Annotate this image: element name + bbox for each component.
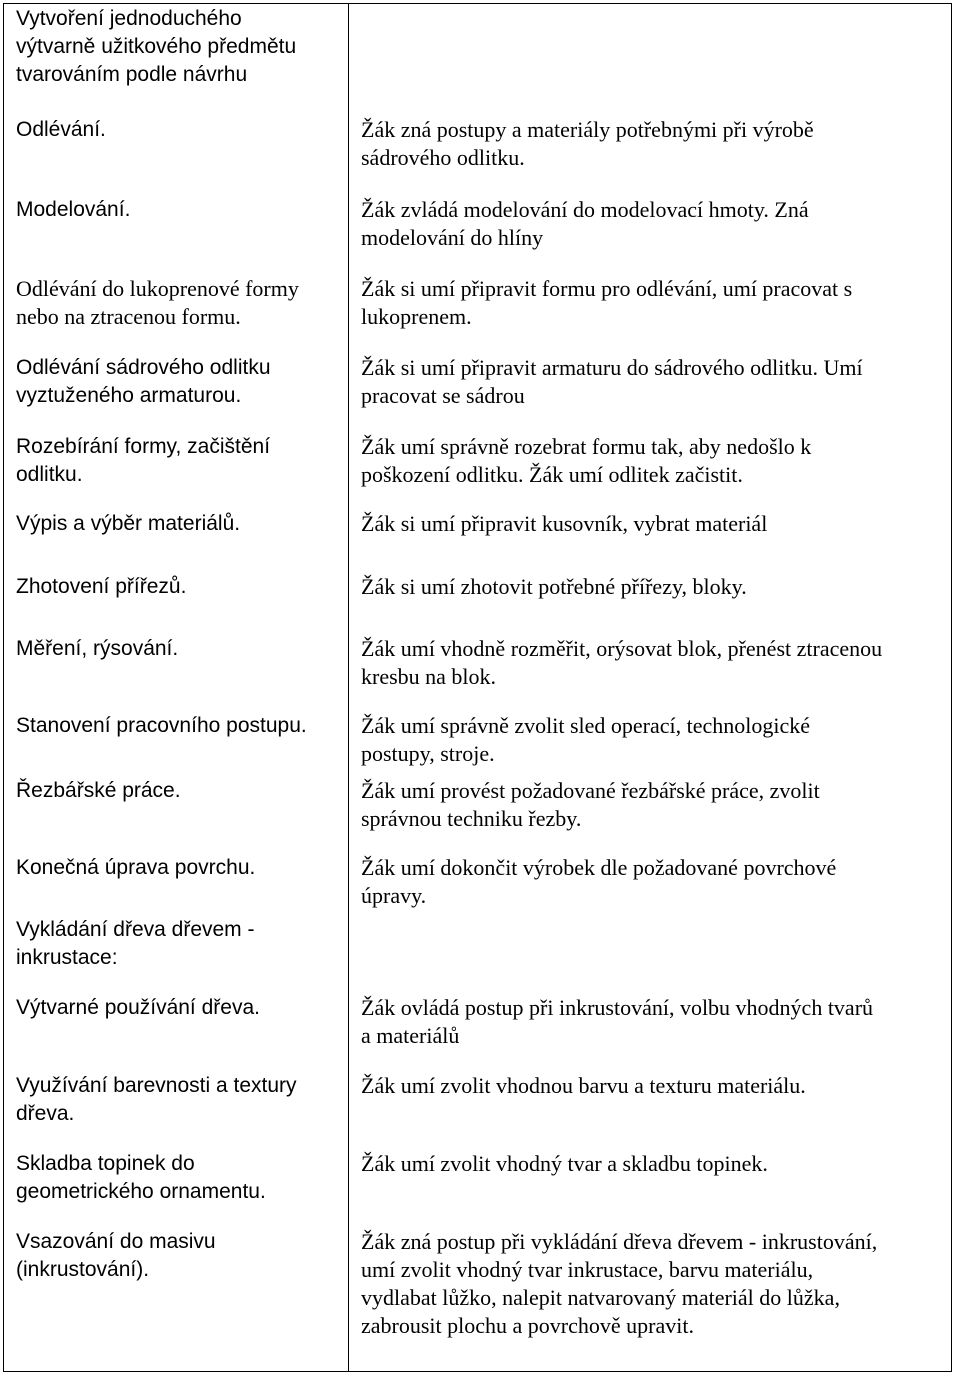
topic-cell: [16, 116, 106, 144]
outcome-line: kresbu na blok.: [361, 664, 497, 689]
outcome-line: postupy, stroje.: [361, 741, 495, 766]
topic-line: Vykládání dřeva dřevem -: [16, 918, 255, 941]
outcome-cell: [361, 777, 820, 833]
outcome-line: Žák si umí připravit formu pro odlévání, umí pracovat s: [361, 276, 853, 301]
outcome-line: lukoprenem.: [361, 304, 472, 329]
topic-line: Odlévání sádrového odlitku: [16, 356, 271, 379]
outcome-cell: [361, 433, 811, 489]
outcome-line: Žák umí správně rozebrat formu tak, aby nedošlo k: [361, 434, 812, 459]
topic-line: dřeva.: [16, 1102, 75, 1125]
outcome-line: Žák ovládá postup při inkrustování, volbu vhodných tvarů: [361, 995, 874, 1020]
outcome-cell: [361, 196, 809, 252]
topic-line: Odlévání.: [16, 118, 106, 141]
topic-cell: [16, 994, 260, 1022]
topic-cell: [16, 354, 271, 410]
outcome-cell: [361, 1228, 877, 1340]
outcome-line: Žák umí správně zvolit sled operací, technologické: [361, 713, 811, 738]
outcome-line: umí zvolit vhodný tvar inkrustace, barvu materiálu,: [361, 1257, 814, 1282]
topic-cell: [16, 1072, 297, 1128]
outcome-cell: [361, 116, 814, 172]
topic-line: Odlévání do lukoprenové formy: [16, 276, 299, 301]
topic-cell: [16, 196, 130, 224]
topic-line: (inkrustování).: [16, 1258, 150, 1281]
outcome-line: sádrového odlitku.: [361, 145, 525, 170]
topic-cell: [16, 1228, 216, 1284]
outcome-cell: [361, 854, 836, 910]
outcome-line: Žák umí dokončit výrobek dle požadované povrchové: [361, 855, 837, 880]
outcome-cell: [361, 354, 863, 410]
outcome-cell: [361, 712, 810, 768]
outcome-line: Žák zná postupy a materiály potřebnými při výrobě: [361, 117, 814, 142]
topic-cell: [16, 712, 307, 740]
topic-line: Stanovení pracovního postupu.: [16, 714, 307, 737]
topic-line: Měření, rýsování.: [16, 637, 179, 660]
outcome-line: Žák si umí připravit armaturu do sádrového odlitku. Umí: [361, 355, 863, 380]
outcome-cell: [361, 275, 852, 331]
outcome-line: úpravy.: [361, 883, 427, 908]
column-divider: [348, 3, 349, 1372]
topic-line: Výtvarné používání dřeva.: [16, 996, 260, 1019]
topic-cell: [16, 275, 299, 331]
topic-cell: [16, 5, 296, 89]
topic-cell: [16, 573, 186, 601]
outcome-line: a materiálů: [361, 1023, 460, 1048]
outcome-line: vydlabat lůžko, nalepit natvarovaný materiál do lůžka,: [361, 1285, 840, 1310]
outcome-cell: [361, 1072, 806, 1100]
outcome-line: poškození odlitku. Žák umí odlitek začistit.: [361, 462, 743, 487]
topic-line: tvarováním podle návrhu: [16, 63, 248, 86]
outcome-cell: [361, 994, 873, 1050]
outcome-line: Žák si umí připravit kusovník, vybrat materiál: [361, 511, 768, 536]
topic-line: Výpis a výběr materiálů.: [16, 512, 241, 535]
topic-line: výtvarně užitkového předmětu: [16, 35, 297, 58]
outcome-cell: [361, 510, 767, 538]
topic-line: Řezbářské práce.: [16, 779, 181, 802]
topic-line: Využívání barevnosti a textury: [16, 1074, 297, 1097]
outcome-line: Žák umí vhodně rozměřit, orýsovat blok, přenést ztracenou: [361, 636, 883, 661]
topic-cell: [16, 1150, 266, 1206]
outcome-line: správnou techniku řezby.: [361, 806, 582, 831]
topic-cell: [16, 433, 270, 489]
outcome-cell: [361, 573, 747, 601]
outcome-line: Žák si umí zhotovit potřebné přířezy, bloky.: [361, 574, 747, 599]
topic-cell: [16, 777, 181, 805]
topic-line: geometrického ornamentu.: [16, 1180, 266, 1203]
outcome-line: Žák umí zvolit vhodnou barvu a texturu materiálu.: [361, 1073, 806, 1098]
outcome-line: Žák zná postup při vykládání dřeva dřevem - inkrustování,: [361, 1229, 878, 1254]
topic-line: Vytvoření jednoduchého: [16, 7, 242, 30]
topic-line: inkrustace:: [16, 946, 118, 969]
topic-line: odlitku.: [16, 463, 83, 486]
topic-line: nebo na ztracenou formu.: [16, 304, 241, 329]
topic-cell: [16, 635, 178, 663]
topic-line: Skladba topinek do: [16, 1152, 195, 1175]
topic-line: Konečná úprava povrchu.: [16, 856, 256, 879]
outcome-line: zabrousit plochu a povrchově upravit.: [361, 1313, 694, 1338]
outcome-cell: [361, 1150, 768, 1178]
outcome-line: Žák umí zvolit vhodný tvar a skladbu topinek.: [361, 1151, 768, 1176]
topic-cell: [16, 854, 255, 882]
outcome-cell: [361, 635, 882, 691]
outcome-line: modelování do hlíny: [361, 225, 544, 250]
outcome-line: pracovat se sádrou: [361, 383, 525, 408]
topic-line: Modelování.: [16, 198, 131, 221]
outcome-line: Žák umí provést požadované řezbářské práce, zvolit: [361, 778, 820, 803]
topic-line: Rozebírání formy, začištění: [16, 435, 271, 458]
topic-cell: [16, 916, 255, 972]
topic-line: vyztuženého armaturou.: [16, 384, 242, 407]
topic-line: Vsazování do masivu: [16, 1230, 216, 1253]
topic-line: Zhotovení přířezů.: [16, 575, 187, 598]
outcome-line: Žák zvládá modelování do modelovací hmoty. Zná: [361, 197, 809, 222]
topic-cell: [16, 510, 240, 538]
